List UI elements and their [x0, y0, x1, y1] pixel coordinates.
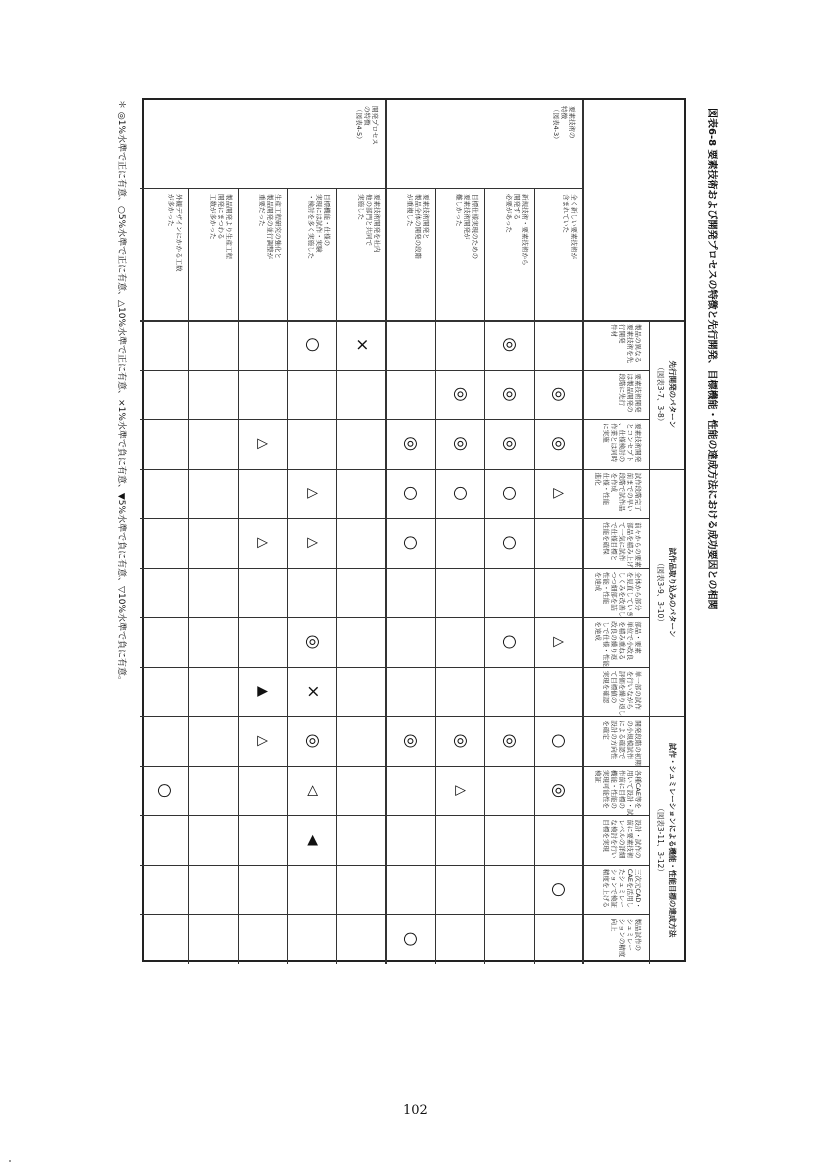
column-divider: [140, 914, 650, 915]
column-group-label: 試作品取り込みのパターン: [668, 547, 677, 638]
significance-mark: ×: [302, 684, 323, 699]
row-group-label: 要素技術の 特徴 （図表4-3）: [552, 106, 576, 143]
column-group-ref: （図表3-7、3-8）: [656, 363, 665, 426]
column-header: 部品・要素 単位で小改良 を積み重ねる 改良の繰り返 しで仕様・性能 を達成: [594, 621, 642, 667]
significance-mark: ◎: [500, 436, 520, 452]
significance-mark: ◎: [450, 733, 471, 749]
column-header: 製品試作の シュミレー ションの精度 向上: [610, 918, 642, 958]
column-header: 設計・試作の 前に要素技術 レベルの詳細 な検討を行い 目標を実現: [602, 819, 642, 859]
significance-mark: ○: [154, 783, 175, 799]
column-header: 単一部の試作 を行いながら 評価を繰り返し て目標値の 実現を確認: [602, 670, 642, 717]
significance-mark: △: [255, 735, 272, 747]
correlation-table: [142, 98, 686, 962]
significance-mark: ○: [500, 634, 520, 650]
significance-mark: △: [304, 487, 321, 499]
scan-speck: [9, 1160, 11, 1162]
row-divider: [435, 188, 436, 964]
column-header: 製品の異なる 要素技術を先 行開発 件材: [610, 324, 642, 363]
significance-mark: ○: [500, 535, 520, 551]
row-divider: [534, 188, 535, 964]
significance-mark: ○: [500, 485, 520, 501]
column-divider: [140, 568, 650, 569]
header-rule: [583, 100, 585, 964]
row-divider: [238, 188, 239, 964]
column-divider: [140, 518, 650, 519]
significance-mark: ◎: [500, 386, 520, 402]
page-number: 102: [403, 1103, 428, 1118]
row-label: 要素技術開発と 製品全体の開発の段階 が重複した: [406, 194, 430, 259]
column-header: 三次元CAD・ CAEを活用し たシュミレー ションで検証 精度を上げる: [602, 868, 642, 909]
row-label: 外観デザインにかかる工数 が多かった: [167, 194, 184, 272]
column-group-label: 先行開発のパターン: [668, 360, 677, 428]
significance-mark: ×: [352, 337, 372, 352]
significance-mark: △: [452, 785, 469, 796]
row-divider: [484, 188, 485, 964]
row-group-rule: [385, 100, 387, 964]
significance-mark: △: [255, 438, 272, 450]
row-label: 目標仕様実現のための 要素技術開発が 難しかった: [455, 194, 480, 259]
row-header-divider: [140, 320, 684, 322]
figure-caption: 図表6-8 要素技術および開発プロセスの特徴と先行開発、目標機能・性能の達成方法における成功要因との相関: [706, 108, 717, 610]
row-divider: [336, 188, 337, 964]
footnote: ＊ ◎1%水準で正に有意、○5%水準で正に有意、△10%水準で正に有意、×1%水準で負に有意、▼5%水準で負に有意、▽10%水準で負に有意。: [116, 100, 126, 685]
significance-mark: ○: [401, 535, 422, 551]
significance-mark: ▲: [255, 686, 272, 697]
significance-mark: ○: [302, 337, 323, 353]
column-header: 要素技術開発 は製品開発の 段階に先行: [618, 373, 642, 413]
significance-mark: △: [551, 636, 568, 648]
row-group-label: 開発プロセス の特徴 （図表4-5）: [354, 106, 379, 145]
significance-mark: ◎: [500, 733, 520, 749]
significance-mark: ◎: [549, 436, 570, 452]
row-divider: [287, 188, 288, 964]
row-label: 生産工程研究の強化と 製品開発の並行調整が 重要だった: [258, 194, 282, 259]
row-group-divider: [140, 188, 584, 189]
column-group-ref: （図表3-9、3-10）: [656, 559, 665, 626]
column-divider: [140, 865, 650, 866]
column-divider: [140, 667, 650, 668]
significance-mark: ◎: [401, 733, 422, 749]
row-label: 全く新しい要素技術が 含まれていた: [562, 194, 578, 259]
column-divider: [140, 617, 650, 618]
column-divider: [140, 815, 650, 816]
column-header: 各種CAE等を 用いて設計・試 作前に目標の 機能・性能の 実現可能性を 検証: [594, 769, 642, 816]
significance-mark: ○: [549, 733, 570, 749]
column-group-ref: （図表3-11、3-12）: [656, 804, 665, 876]
significance-mark: ◎: [450, 436, 471, 452]
row-label: 製品開発より生産工程 開発にまつわる 工数が多かった: [208, 194, 233, 259]
row-divider: [188, 188, 189, 964]
column-divider: [140, 469, 650, 470]
row-label: 目標機能・仕様の 実現には試作・実験 ・検討を多く実施した: [307, 194, 332, 259]
column-divider: [140, 716, 650, 717]
significance-mark: △: [255, 537, 272, 549]
column-header: 試作段階完了 前までの早い 段階で試作品 を作成 仕様・性能 進化: [594, 472, 642, 512]
significance-mark: ◎: [302, 634, 323, 650]
column-divider: [140, 419, 650, 420]
significance-mark: ◎: [549, 783, 570, 799]
significance-mark: ○: [401, 931, 422, 947]
group-header-rule: [649, 320, 650, 964]
column-divider: [140, 766, 650, 767]
significance-mark: ◎: [401, 436, 422, 452]
row-label: 新規技術・要素技術から 開発する 必要があった: [504, 194, 529, 266]
column-group-label: 試作・シュミレーションによる機能・性能目標の達成方法: [668, 742, 677, 938]
column-divider: [140, 370, 650, 371]
significance-mark: ○: [401, 485, 422, 501]
significance-mark: △: [551, 487, 568, 499]
significance-mark: ◎: [302, 733, 323, 749]
significance-mark: ◎: [450, 386, 471, 402]
significance-mark: ○: [450, 485, 471, 501]
significance-mark: ○: [549, 882, 570, 898]
significance-mark: ◎: [500, 337, 520, 353]
row-label: 要素技術開発を社内 他の部門と共同で 実施した: [356, 194, 381, 253]
column-header: 全体から部分 を見直していき しくみを改善し つつ細部を詰 性能・性能 を達成: [594, 571, 642, 618]
column-header: 開発段階の初期 の小規模試作 による確認で 設計の方向性 を確定: [602, 720, 642, 766]
column-header: 要素技術開発 とコンセプト 、仕様検討の 作業とは同時 に実施: [602, 423, 642, 463]
significance-mark: △: [304, 537, 321, 549]
column-header: 前々からの要素 部品を積み上げ て一気に試作 で仕様目標と 性能を確保: [602, 522, 642, 568]
significance-mark: ◁: [304, 785, 321, 796]
significance-mark: ◀: [304, 834, 321, 846]
significance-mark: ◎: [549, 386, 570, 402]
